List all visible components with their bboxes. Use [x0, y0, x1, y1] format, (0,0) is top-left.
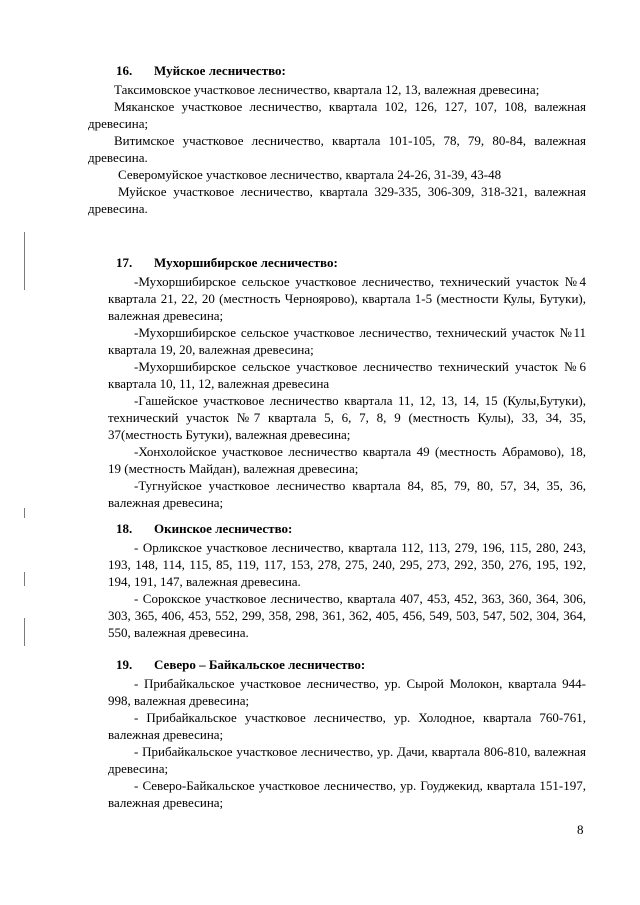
paragraph: - Орликское участковое лесничество, квартала 112, 113, 279, 196, 115, 280, 243, 193, 148, 114, 115, 85, 119, 117, 153, 278, 275, 240, 295, 273, 292, 350, 276, 195, 192, 194, 191, 147, валежная древесина. [108, 540, 586, 589]
paragraph: Северомуйское участковое лесничество, квартала 24-26, 31-39, 43-48 [118, 167, 502, 182]
margin-line [24, 508, 25, 518]
paragraph: -Мухоршибирское сельское участковое лесничество, технический участок №4 квартала 21, 22, 20 (местность Черноярово), квартала 1-5 (местности Кулы, Бутуки), валежная древесина; [108, 274, 586, 323]
paragraph: - Прибайкальское участковое лесничество, ур. Дачи, квартала 806-810, валежная древесина; [108, 744, 586, 776]
section-number: 16. [116, 63, 133, 78]
section-18 [108, 520, 586, 641]
section-title: Окинское лесничество: [154, 521, 293, 536]
section-19 [108, 656, 586, 811]
paragraph: Мяканское участковое лесничество, квартала 102, 126, 127, 107, 108, валежная древесина; [88, 99, 586, 131]
paragraph: -Гашейское участковое лесничество квартала 11, 12, 13, 14, 15 (Кулы,Бутуки), технический участок №7 квартала 5, 6, 7, 8, 9 (местность Кулы), 33, 34, 35, 37(местность Бутуки), валежная древесина; [108, 393, 586, 442]
section-heading [116, 62, 586, 79]
margin-line [24, 232, 25, 290]
paragraph: -Мухоршибирское сельское участковое лесничество, технический участок №11 квартала 19, 20, валежная древесина; [108, 325, 586, 357]
section-heading [116, 254, 586, 271]
paragraph: - Северо-Байкальское участковое лесничество, ур. Гоуджекид, квартала 151-197, валежная древесина; [108, 778, 586, 810]
section-title: Мухоршибирское лесничество: [154, 255, 338, 270]
section-heading [116, 656, 586, 673]
page-number: 8 [577, 822, 584, 837]
paragraph: Витимское участковое лесничество, квартала 101-105, 78, 79, 80-84, валежная древесина. [88, 133, 586, 165]
margin-line [24, 618, 25, 646]
paragraph: Таксимовское участковое лесничество, квартала 12, 13, валежная древесина; [114, 82, 540, 97]
paragraph: Муйское участковое лесничество, квартала 329-335, 306-309, 318-321, валежная древесина. [88, 184, 586, 216]
paragraph: -Тугнуйское участковое лесничество квартала 84, 85, 79, 80, 57, 34, 35, 36, валежная древесина; [108, 478, 586, 510]
section-number: 17. [116, 255, 133, 270]
paragraph: -Мухоршибирское сельское участковое лесничество технический участок №6 квартала 10, 11, 12, валежная древесина [108, 359, 586, 391]
section-16 [88, 62, 586, 217]
section-17 [108, 254, 586, 511]
section-title: Муйское лесничество: [154, 63, 286, 78]
paragraph: - Прибайкальское участковое лесничество, ур. Холодное, квартала 760-761, валежная древесина; [108, 710, 586, 742]
section-heading [116, 520, 586, 537]
paragraph: -Хонхолойское участковое лесничество квартала 49 (местность Абрамово), 18, 19 (местность Майдан), валежная древесина; [108, 444, 586, 476]
section-title: Северо – Байкальское лесничество: [154, 657, 366, 672]
margin-line [24, 572, 25, 586]
section-number: 18. [116, 521, 133, 536]
paragraph: - Сорокское участковое лесничество, квартала 407, 453, 452, 363, 360, 364, 306, 303, 365, 406, 453, 552, 299, 358, 298, 361, 362, 405, 456, 549, 503, 547, 502, 304, 364, 550, валежная древесина. [108, 591, 586, 640]
section-number: 19. [116, 657, 133, 672]
paragraph: - Прибайкальское участковое лесничество, ур. Сырой Молокон, квартала 944-998, валежная древесина; [108, 676, 586, 708]
